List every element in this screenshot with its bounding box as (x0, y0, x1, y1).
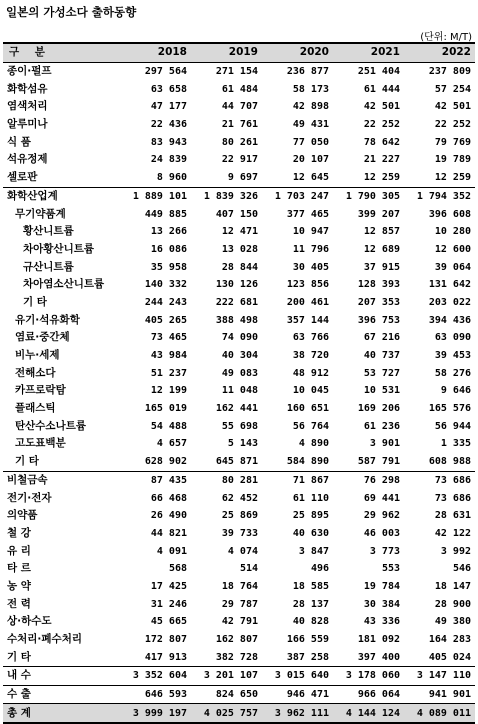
row-label: 상·하수도 (7, 615, 52, 628)
cell-value: 22 917 (221, 154, 258, 166)
cell-value: 357 144 (286, 314, 329, 326)
cell-value: 38 720 (292, 350, 329, 362)
cell-value: 3 147 110 (404, 667, 475, 686)
row-label: 규산니트륨 (23, 260, 74, 273)
cell-value: 57 254 (434, 83, 471, 95)
cell-value: 56 764 (292, 420, 329, 432)
cell-value: 22 252 (434, 119, 471, 131)
cell-value: 78 642 (363, 136, 400, 148)
cell-value: 62 452 (221, 492, 258, 504)
cell-value: 12 857 (363, 226, 400, 238)
table-row (3, 62, 475, 80)
cell-value: 4 890 (298, 438, 329, 450)
row-label: 황산니트륨 (23, 225, 74, 238)
table-row (3, 294, 475, 312)
cell-value: 13 028 (221, 243, 258, 255)
cell-value: 3 992 (440, 545, 471, 557)
cell-value: 35 958 (150, 261, 187, 273)
cell-value: 37 915 (363, 261, 400, 273)
cell-value: 396 753 (357, 314, 400, 326)
cell-value: 1 889 101 (120, 187, 191, 205)
cell-value: 49 431 (292, 119, 329, 131)
cell-value: 28 137 (292, 598, 329, 610)
table-row (3, 507, 475, 525)
cell-value: 19 784 (363, 580, 400, 592)
cell-value: 165 576 (428, 403, 471, 415)
cell-value: 12 199 (150, 385, 187, 397)
cell-value: 10 280 (434, 226, 471, 238)
cell-value: 164 283 (428, 634, 471, 646)
cell-value: 28 900 (434, 598, 471, 610)
cell-value: 73 686 (434, 492, 471, 504)
cell-value: 45 665 (150, 616, 187, 628)
cell-value: 30 384 (363, 598, 400, 610)
cell-value: 18 147 (434, 580, 471, 592)
cell-value: 54 488 (150, 420, 187, 432)
row-label: 내 수 (3, 667, 120, 686)
row-label: 알루미나 (7, 118, 48, 131)
cell-value: 449 885 (144, 208, 187, 220)
table-row (3, 471, 475, 489)
table-row (3, 347, 475, 365)
cell-value: 397 400 (357, 651, 400, 663)
cell-value: 160 651 (286, 403, 329, 415)
cell-value: 53 727 (363, 367, 400, 379)
table-row (3, 329, 475, 347)
cell-value: 31 246 (150, 598, 187, 610)
cell-value: 21 227 (363, 154, 400, 166)
cell-value: 3 847 (298, 545, 329, 557)
cell-value: 11 796 (292, 243, 329, 255)
cell-value: 628 902 (144, 456, 187, 468)
table-row (3, 685, 475, 704)
row-label: 수 출 (3, 685, 120, 704)
cell-value: 608 988 (428, 456, 471, 468)
table-row (3, 542, 475, 560)
cell-value: 165 019 (144, 403, 187, 415)
header-2022: 2022 (404, 43, 475, 62)
table-row (3, 525, 475, 543)
table-row (3, 133, 475, 151)
cell-value: 16 086 (150, 243, 187, 255)
cell-value: 21 761 (221, 119, 258, 131)
row-label: 비누·세제 (15, 349, 60, 362)
cell-value: 67 216 (363, 332, 400, 344)
table-row (3, 560, 475, 578)
cell-value: 941 901 (404, 685, 475, 704)
header-2018: 2018 (120, 43, 191, 62)
cell-value: 514 (239, 563, 258, 575)
table-row (3, 417, 475, 435)
cell-value: 1 335 (440, 438, 471, 450)
cell-value: 407 150 (215, 208, 258, 220)
cell-value: 83 943 (150, 136, 187, 148)
cell-value: 28 844 (221, 261, 258, 273)
row-label: 염색처리 (7, 100, 48, 113)
cell-value: 61 236 (363, 420, 400, 432)
row-label: 화학섬유 (7, 82, 48, 95)
row-label: 비철금속 (3, 471, 120, 489)
cell-value: 28 631 (434, 510, 471, 522)
row-label: 전기·전자 (7, 491, 52, 504)
row-label: 총 계 (3, 704, 120, 723)
cell-value: 4 091 (156, 545, 187, 557)
cell-value: 222 681 (215, 296, 258, 308)
row-label: 유 리 (7, 544, 31, 557)
table-row (3, 453, 475, 471)
cell-value: 25 895 (292, 510, 329, 522)
cell-value: 55 698 (221, 420, 258, 432)
cell-value: 40 828 (292, 616, 329, 628)
cell-value: 10 531 (363, 385, 400, 397)
cell-value: 271 154 (215, 66, 258, 78)
cell-value: 12 259 (434, 172, 471, 184)
table-row (3, 223, 475, 241)
cell-value: 71 867 (262, 471, 333, 489)
row-label: 식 품 (7, 135, 31, 148)
row-label: 염료·중간체 (15, 331, 70, 344)
cell-value: 63 090 (434, 332, 471, 344)
row-label: 셀로판 (7, 171, 38, 184)
cell-value: 10 045 (292, 385, 329, 397)
row-label: 기 타 (15, 455, 39, 468)
cell-value: 40 737 (363, 350, 400, 362)
table-row (3, 80, 475, 98)
shipment-table (3, 42, 475, 724)
cell-value: 13 266 (150, 226, 187, 238)
cell-value: 42 122 (434, 527, 471, 539)
cell-value: 4 089 011 (404, 704, 475, 723)
cell-value: 5 143 (227, 438, 258, 450)
cell-value: 20 107 (292, 154, 329, 166)
cell-value: 4 025 757 (191, 704, 262, 723)
cell-value: 244 243 (144, 296, 187, 308)
cell-value: 63 766 (292, 332, 329, 344)
cell-value: 645 871 (215, 456, 258, 468)
row-label: 의약품 (7, 509, 38, 522)
header-row (3, 43, 475, 62)
cell-value: 39 733 (221, 527, 258, 539)
cell-value: 11 048 (221, 385, 258, 397)
cell-value: 42 501 (434, 101, 471, 113)
header-2019: 2019 (191, 43, 262, 62)
cell-value: 236 877 (286, 66, 329, 78)
cell-value: 1 794 352 (404, 187, 475, 205)
cell-value: 203 022 (428, 296, 471, 308)
cell-value: 162 807 (215, 634, 258, 646)
cell-value: 22 252 (363, 119, 400, 131)
row-label: 고도표백분 (15, 437, 66, 450)
table-row (3, 489, 475, 507)
table-row (3, 151, 475, 169)
cell-value: 4 144 124 (333, 704, 404, 723)
row-label: 전 력 (7, 597, 31, 610)
cell-value: 3 015 640 (262, 667, 333, 686)
cell-value: 47 177 (150, 101, 187, 113)
cell-value: 162 441 (215, 403, 258, 415)
header-2021: 2021 (333, 43, 404, 62)
cell-value: 44 821 (150, 527, 187, 539)
row-label: 기 타 (7, 650, 31, 663)
cell-value: 394 436 (428, 314, 471, 326)
cell-value: 824 650 (191, 685, 262, 704)
table-row (3, 704, 475, 723)
cell-value: 61 484 (221, 83, 258, 95)
cell-value: 12 689 (363, 243, 400, 255)
cell-value: 123 856 (286, 279, 329, 291)
cell-value: 22 436 (150, 119, 187, 131)
cell-value: 77 050 (292, 136, 329, 148)
cell-value: 584 890 (286, 456, 329, 468)
row-label: 유기·석유화학 (15, 313, 80, 326)
cell-value: 1 839 326 (191, 187, 262, 205)
table-row (3, 631, 475, 649)
cell-value: 946 471 (262, 685, 333, 704)
cell-value: 42 791 (221, 616, 258, 628)
cell-value: 43 984 (150, 350, 187, 362)
cell-value: 18 585 (292, 580, 329, 592)
cell-value: 61 444 (363, 83, 400, 95)
row-label: 타 르 (7, 562, 31, 575)
table-row (3, 311, 475, 329)
cell-value: 30 405 (292, 261, 329, 273)
cell-value: 169 206 (357, 403, 400, 415)
cell-value: 66 468 (150, 492, 187, 504)
unit-label: (단위: M/T) (420, 32, 472, 43)
cell-value: 3 178 060 (333, 667, 404, 686)
cell-value: 553 (381, 563, 400, 575)
cell-value: 73 465 (150, 332, 187, 344)
cell-value: 42 501 (363, 101, 400, 113)
cell-value: 3 352 604 (120, 667, 191, 686)
cell-value: 128 393 (357, 279, 400, 291)
cell-value: 140 332 (144, 279, 187, 291)
cell-value: 396 608 (428, 208, 471, 220)
cell-value: 43 336 (363, 616, 400, 628)
cell-value: 49 083 (221, 367, 258, 379)
cell-value: 39 064 (434, 261, 471, 273)
cell-value: 130 126 (215, 279, 258, 291)
row-label: 철 강 (7, 526, 31, 539)
cell-value: 40 304 (221, 350, 258, 362)
cell-value: 12 645 (292, 172, 329, 184)
cell-value: 12 259 (363, 172, 400, 184)
cell-value: 405 265 (144, 314, 187, 326)
cell-value: 79 769 (434, 136, 471, 148)
row-label: 차아염소산니트륨 (23, 278, 105, 291)
cell-value: 9 646 (440, 385, 471, 397)
row-label: 플래스틱 (15, 402, 56, 415)
cell-value: 587 791 (357, 456, 400, 468)
cell-value: 63 658 (150, 83, 187, 95)
cell-value: 131 642 (428, 279, 471, 291)
cell-value: 297 564 (144, 66, 187, 78)
cell-value: 74 090 (221, 332, 258, 344)
cell-value: 4 657 (156, 438, 187, 450)
cell-value: 49 380 (434, 616, 471, 628)
cell-value: 76 298 (333, 471, 404, 489)
table-row (3, 205, 475, 223)
cell-value: 17 425 (150, 580, 187, 592)
cell-value: 387 258 (286, 651, 329, 663)
table-row (3, 613, 475, 631)
cell-value: 87 435 (120, 471, 191, 489)
cell-value: 1 790 305 (333, 187, 404, 205)
cell-value: 166 559 (286, 634, 329, 646)
cell-value: 207 353 (357, 296, 400, 308)
cell-value: 19 789 (434, 154, 471, 166)
cell-value: 12 600 (434, 243, 471, 255)
cell-value: 29 787 (221, 598, 258, 610)
cell-value: 40 630 (292, 527, 329, 539)
table-row (3, 382, 475, 400)
cell-value: 80 281 (191, 471, 262, 489)
cell-value: 61 110 (292, 492, 329, 504)
cell-value: 3 999 197 (120, 704, 191, 723)
cell-value: 568 (168, 563, 187, 575)
row-label: 무기약품계 (15, 207, 66, 220)
table-row (3, 578, 475, 596)
cell-value: 3 901 (369, 438, 400, 450)
cell-value: 382 728 (215, 651, 258, 663)
cell-value: 80 261 (221, 136, 258, 148)
table-row (3, 258, 475, 276)
table-row (3, 276, 475, 294)
row-label: 화학산업계 (3, 187, 120, 205)
table-row (3, 648, 475, 666)
row-label: 카프로락탐 (15, 384, 66, 397)
cell-value: 39 453 (434, 350, 471, 362)
cell-value: 51 237 (150, 367, 187, 379)
cell-value: 237 809 (428, 66, 471, 78)
row-label: 종이·펄프 (7, 65, 52, 78)
cell-value: 25 869 (221, 510, 258, 522)
cell-value: 48 912 (292, 367, 329, 379)
cell-value: 417 913 (144, 651, 187, 663)
header-category: 구 분 (3, 43, 120, 62)
cell-value: 18 764 (221, 580, 258, 592)
cell-value: 56 944 (434, 420, 471, 432)
cell-value: 251 404 (357, 66, 400, 78)
cell-value: 46 003 (363, 527, 400, 539)
cell-value: 3 201 107 (191, 667, 262, 686)
table-row (3, 400, 475, 418)
table-row (3, 241, 475, 259)
row-label: 석유정제 (7, 153, 48, 166)
row-label: 차아황산니트륨 (23, 242, 95, 255)
table-row (3, 187, 475, 205)
table-row (3, 116, 475, 134)
row-label: 기 타 (23, 295, 47, 308)
table-row (3, 667, 475, 686)
cell-value: 26 490 (150, 510, 187, 522)
cell-value: 58 276 (434, 367, 471, 379)
cell-value: 3 962 111 (262, 704, 333, 723)
cell-value: 200 461 (286, 296, 329, 308)
cell-value: 405 024 (428, 651, 471, 663)
table-row (3, 595, 475, 613)
cell-value: 546 (452, 563, 471, 575)
cell-value: 172 807 (144, 634, 187, 646)
table-row (3, 169, 475, 187)
cell-value: 3 773 (369, 545, 400, 557)
table-row (3, 364, 475, 382)
cell-value: 69 441 (363, 492, 400, 504)
cell-value: 966 064 (333, 685, 404, 704)
cell-value: 181 092 (357, 634, 400, 646)
cell-value: 4 074 (227, 545, 258, 557)
cell-value: 44 707 (221, 101, 258, 113)
table-body (3, 62, 475, 723)
cell-value: 9 697 (227, 172, 258, 184)
cell-value: 8 960 (156, 172, 187, 184)
cell-value: 377 465 (286, 208, 329, 220)
cell-value: 42 898 (292, 101, 329, 113)
row-label: 탄산수소나트륨 (15, 419, 87, 432)
row-label: 전해소다 (15, 366, 56, 379)
cell-value: 10 947 (292, 226, 329, 238)
row-label: 수처리·폐수처리 (7, 633, 82, 646)
cell-value: 29 962 (363, 510, 400, 522)
cell-value: 73 686 (404, 471, 475, 489)
table-row (3, 435, 475, 453)
cell-value: 58 173 (292, 83, 329, 95)
cell-value: 496 (310, 563, 329, 575)
cell-value: 399 207 (357, 208, 400, 220)
cell-value: 388 498 (215, 314, 258, 326)
cell-value: 1 703 247 (262, 187, 333, 205)
cell-value: 646 593 (120, 685, 191, 704)
row-label: 농 약 (7, 579, 31, 592)
cell-value: 24 839 (150, 154, 187, 166)
table-row (3, 98, 475, 116)
header-2020: 2020 (262, 43, 333, 62)
page-title: 일본의 가성소다 출하동향 (6, 5, 137, 19)
cell-value: 12 471 (221, 226, 258, 238)
